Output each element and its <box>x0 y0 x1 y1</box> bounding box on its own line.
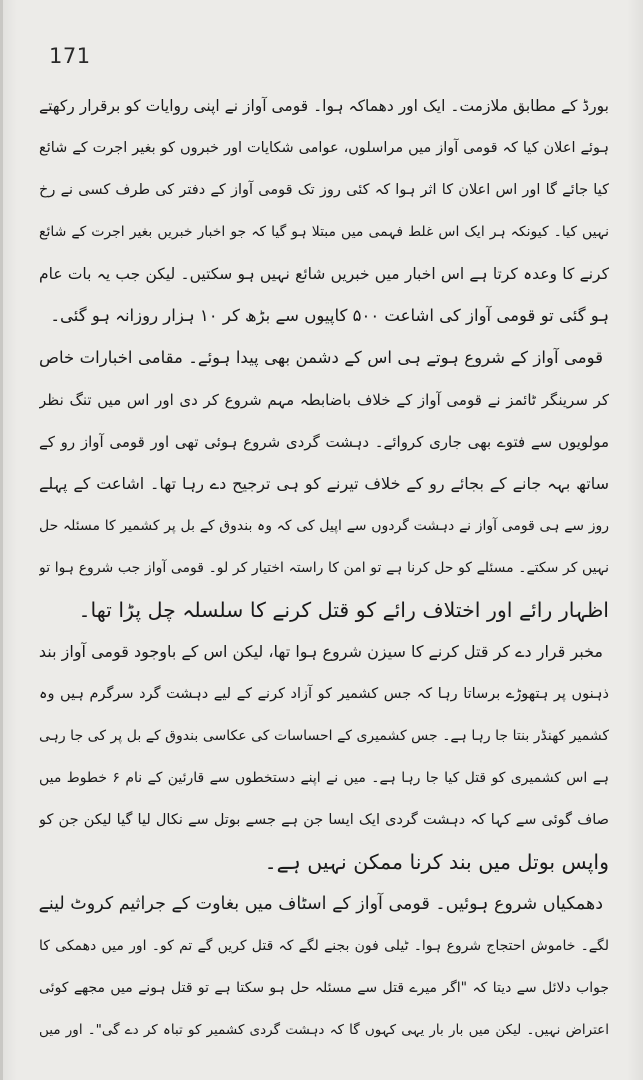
text-line: لگے۔ خاموش احتجاج شروع ہوا۔ ٹیلی فون بجنے لگے کہ قتل کریں گے تم کو۔ اور میں دھمکی کا <box>39 938 609 954</box>
text-line: صاف گوئی سے کہا کہ دہشت گردی ایک ایسا جن ہے جسے بوتل سے نکال لیا گیا لیکن جن کو <box>39 812 609 828</box>
text-line: کیا جائے گا اور اس اعلان کا اثر ہوا کہ کئی روز تک قومی آواز کے دفتر کی طرف کسی نے رخ <box>39 182 609 198</box>
text-line: مخبر قرار دے کر قتل کرنے کا سیزن شروع ہوا تھا، لیکن اس کے باوجود قومی آواز بند <box>39 642 603 661</box>
text-line: کر سرینگر ٹائمز نے قومی آواز کے خلاف باضابطہ مہم شروع کر دی اور اس میں تنگ نظر <box>39 391 609 409</box>
text-line: کشمیر کھنڈر بنتا جا رہا ہے۔ جس کشمیری کے احساسات کی عکاسی بندوق کے بل پر کی جا رہی <box>39 728 609 744</box>
text-line: ہو گئی تو قومی آواز کی اشاعت ۵۰۰ کاپیوں سے بڑھ کر ۱۰ ہزار روزانہ ہو گئی۔ <box>50 306 609 325</box>
urdu-text-block <box>39 85 609 1051</box>
text-line: ساتھ بہہ جانے کے بجائے رو کے خلاف تیرنے کو ہی ترجیح دے رہا تھا۔ اشاعت کے پہلے <box>39 474 609 493</box>
text-line: اظہار رائے اور اختلاف رائے کو قتل کرنے کا سلسلہ چل پڑا تھا۔ <box>78 598 609 622</box>
text-line: ہوئے اعلان کیا کہ قومی آواز میں مراسلوں، عوامی شکایات اور خبروں کو بغیر اجرت کے شائع <box>39 140 609 156</box>
page-number: 171 <box>49 44 91 68</box>
text-line: بورڈ کے مطابق ملازمت۔ ایک اور دھماکہ ہوا۔ قومی آواز نے اپنی روایات کو برقرار رکھتے <box>39 97 609 115</box>
text-line: کرنے کا وعدہ کرتا ہے اس اخبار میں خبریں شائع نہیں ہو سکتیں۔ لیکن جب یہ بات عام <box>39 265 609 283</box>
text-line: واپس بوتل میں بند کرنا ممکن نہیں ہے۔ <box>264 850 609 874</box>
text-line: نہیں کر سکتے۔ مسئلے کو حل کرنا ہے تو امن کا راستہ اختیار کر لو۔ قومی آواز جب شروع ہوا تو <box>39 560 609 576</box>
text-line: نہیں کیا۔ کیونکہ ہر ایک اس غلط فہمی میں مبتلا ہو گیا کہ جو اخبار خبریں بغیر اجرت کے شائع <box>39 224 609 240</box>
text-line: قومی آواز کے شروع ہوتے ہی اس کے دشمن بھی پیدا ہوئے۔ مقامی اخبارات خاص <box>39 348 603 367</box>
text-line: اعتراض نہیں۔ لیکن میں بار بار یہی کہوں گا کہ دہشت گردی کشمیر کو تباہ کر دے گی"۔ اور میں <box>39 1022 609 1038</box>
text-line: ذہنوں پر ہتھوڑے برساتا رہا کہ جس کشمیر کو آزاد کرنے کے لیے دہشت گرد سرگرم ہیں وہ <box>39 686 609 702</box>
text-line: روز سے ہی قومی آواز نے دہشت گردوں سے اپیل کی کہ وہ بندوق کے بل پر کشمیر کا مسئلہ حل <box>39 518 609 534</box>
text-line: جواب دلائل سے دیتا کہ "اگر میرے قتل سے مسئلہ حل ہو سکتا ہے تو قتل ہونے میں مجھے کوئی <box>39 980 609 996</box>
text-line: مولویوں سے فتوے بھی جاری کروائے۔ دہشت گردی شروع ہوئی تھی اور قومی آواز رو کے <box>39 433 609 451</box>
text-line: ہے اس کشمیری کو قتل کیا جا رہا ہے۔ میں نے اپنے دستخطوں سے قارئین کے نام ۶ خطوط میں <box>39 770 609 786</box>
text-line: دھمکیاں شروع ہوئیں۔ قومی آواز کے اسٹاف میں بغاوت کے جراثیم کروٹ لینے <box>39 894 603 914</box>
